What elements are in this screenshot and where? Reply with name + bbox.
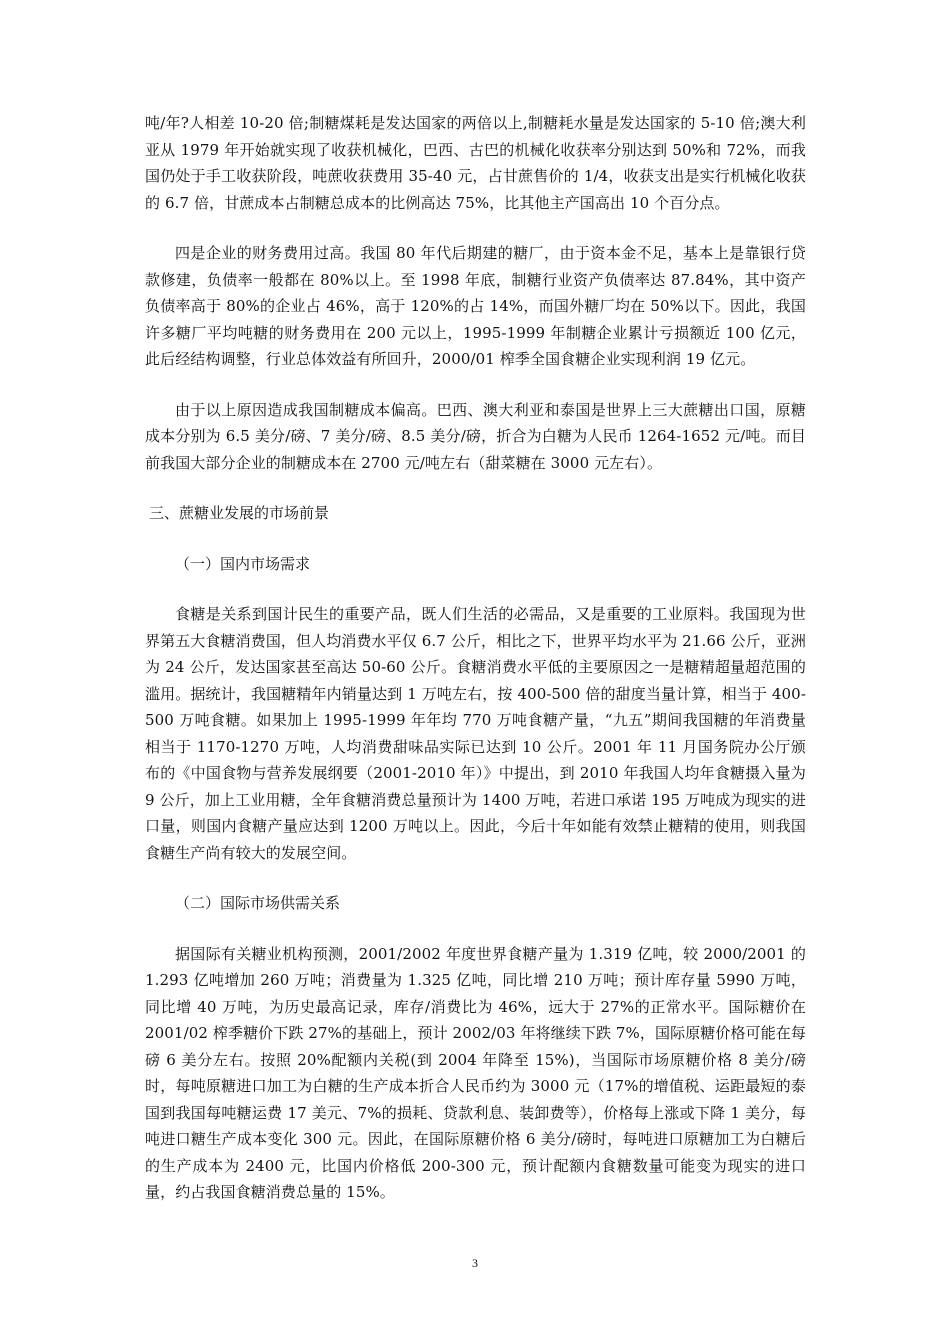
paragraph-domestic-demand: 食糖是关系到国计民生的重要产品，既人们生活的必需品，又是重要的工业原料。我国现为世界第五大食糖消费国，但人均消费水平仅 6.7 公斤，相比之下，世界平均水平为 21.66 公斤，亚洲为 24 公斤，发达国家甚至高达 50-60 公斤。食糖消费水平低的主要原因之一是糖精超量超范围的滥用。据统计，我国糖精年内销量达到 1 万吨左右，按 400-500 倍的甜度当量计算，相当于 400-500 万吨食糖。如果加上 1995-1999 年年均 770 万吨食糖产量，“九五”期间我国糖的年消费量相当于 1170-1270 万吨，人均消费甜味品实际已达到 10 公斤。2001 年 11 月国务院办公厅颁布的《中国食物与营养发展纲要（2001-2010 年）》中提出，到 2010 年我国人均年食糖摄入量为 9 公斤，加上工业用糖，全年食糖消费总量预计为 1400 万吨，若进口承诺 195 万吨成为现实的进口量，则国内食糖产量应达到 1200 万吨以上。因此，今后十年如能有效禁止糖精的使用，则我国食糖生产尚有较大的发展空间。 <box>145 605 806 862</box>
section-heading-market-prospects: 三、蔗糖业发展的市场前景 <box>149 504 330 522</box>
paragraph-financial-costs: 四是企业的财务费用过高。我国 80 年代后期建的糖厂，由于资本金不足，基本上是靠银行贷款修建，负债率一般都在 80%以上。至 1998 年底，制糖行业资产负债率达 87.84%，其中资产负债率高于 80%的企业占 46%，高于 120%的占 14%，而国外糖厂均在 50%以下。因此，我国许多糖厂平均吨糖的财务费用在 200 元以上，1995-1999 年制糖企业累计亏损额近 100 亿元，此后经结构调整，行业总体效益有所回升，2000/01 榨季全国食糖企业实现利润 19 亿元。 <box>145 244 806 368</box>
paragraph-gap <box>145 216 806 240</box>
paragraph-harvest-costs: 吨/年?人相差 10-20 倍;制糖煤耗是发达国家的两倍以上,制糖耗水量是发达国家的 5-10 倍;澳大利亚从 1979 年开始就实现了收获机械化，巴西、古巴的机械化收获率分别达到 50%和 72%，而我国仍处于手工收获阶段，吨蔗收获费用 35-40 元，占甘蔗售价的 1/4，收获支出是实行机械化收获的 6.7 倍，甘蔗成本占制糖总成本的比例高达 75%，比其他主产国高出 10 个百分点。 <box>145 114 806 212</box>
document-body <box>145 110 806 1206</box>
subheading-domestic-demand: （一）国内市场需求 <box>175 554 311 573</box>
paragraph-gap <box>145 577 806 601</box>
paragraph-gap <box>145 917 806 941</box>
paragraph-gap <box>145 476 806 500</box>
paragraph-gap <box>145 866 806 890</box>
paragraph-gap <box>145 527 806 551</box>
page-number: 3 <box>472 1256 478 1270</box>
subheading-international-market: （二）国际市场供需关系 <box>175 894 341 912</box>
paragraph-cost-summary: 由于以上原因造成我国制糖成本偏高。巴西、澳大利亚和泰国是世界上三大蔗糖出口国，原糖成本分别为 6.5 美分/磅、7 美分/磅、8.5 美分/磅，折合为白糖为人民币 1264-1652 元/吨。而目前我国大部分企业的制糖成本在 2700 元/吨左右（甜菜糖在 3000 元左右）。 <box>145 400 806 472</box>
paragraph-gap <box>145 373 806 397</box>
paragraph-international-market: 据国际有关糖业机构预测，2001/2002 年度世界食糖产量为 1.319 亿吨，较 2000/2001 的 1.293 亿吨增加 260 万吨；消费量为 1.325 亿吨，同比增 210 万吨；预计库存量 5990 万吨，同比增 40 万吨，为历史最高记录，库存/消费比为 46%，远大于 27%的正常水平。国际糖价在 2001/02 榨季糖价下跌 27%的基础上，预计 2002/03 年将继续下跌 7%，国际原糖价格可能在每磅 6 美分左右。按照 20%配额内关税(到 2004 年降至 15%)，当国际市场原糖价格 8 美分/磅时，每吨原糖进口加工为白糖的生产成本折合人民币约为 3000 元（17%的增值税、运距最短的泰国到我国每吨糖运费 17 美元、7%的损耗、贷款利息、装卸费等），价格每上涨或下降 1 美分，每吨进口糖生产成本变化 300 元。因此，在国际原糖价格 6 美分/磅时，每吨进口原糖加工为白糖后的生产成本为 2400 元，比国内价格低 200-300 元，预计配额内食糖数量可能变为现实的进口量，约占我国食糖消费总量的 15%。 <box>145 944 807 1201</box>
